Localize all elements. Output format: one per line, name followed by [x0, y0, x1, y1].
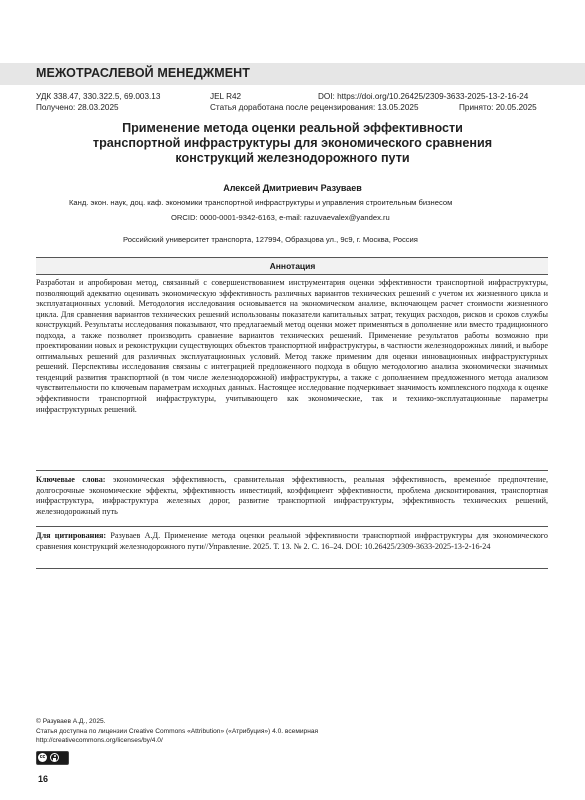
divider	[36, 568, 548, 569]
cc-by-license-badge-icon[interactable]	[36, 751, 69, 765]
title-line: транспортной инфраструктуры для экономического сравнения	[92, 136, 493, 150]
page-number: 16	[38, 774, 49, 784]
title-line: конструкций железнодорожного пути	[175, 151, 410, 165]
author-affiliation: Канд. экон. наук, доц. каф. экономики транспортной инфраструктуры и управления строительным бизнесом	[69, 198, 453, 207]
cc-icon: cc	[39, 754, 46, 760]
citation-text: Разуваев А.Д. Применение метода оценки реальной эффективности транспортной инфраструктуры для экономического сравнения конструкций железнодорожного пути//Управление. 2025. Т. 13. № 2. С. 16–24. DOI: 10.26425/2309-3633-2025-13-2-16-24	[36, 531, 548, 551]
license-url[interactable]: http://creativecommons.org/licenses/by/4.0/	[36, 737, 163, 744]
keywords-text: экономическая эффективность, сравнительная эффективность, реальная эффективность, временно́е предпочтение, долгосрочные экономические эффекты, эффективность инвестиций, коэффициент эффективности, проблема дисконтирования, транспортная инфраструктура, инфраструктура железных дорог, развитие транспортной инфраструктуры, эффективность технических решений, железнодорожный путь	[36, 475, 549, 516]
license-block	[36, 717, 318, 746]
doi-link[interactable]: DOI: https://doi.org/10.26425/2309-3633-2025-13-2-16-24	[318, 92, 529, 101]
udc-code: УДК 338.47, 330.322.5, 69.003.13	[36, 92, 161, 101]
author-name: Алексей Дмитриевич Разуваев	[223, 183, 362, 193]
author-university: Российский университет транспорта, 127994, Образцова ул., 9с9, г. Москва, Россия	[123, 235, 418, 244]
keywords-label: Ключевые слова:	[36, 475, 106, 484]
divider	[36, 526, 548, 527]
revised-date: Статья доработана после рецензирования: 13.05.2025	[210, 103, 419, 112]
article-title	[60, 121, 525, 166]
author-orcid[interactable]: ORCID: 0000-0001-9342-6163, e-mail: razuvaevalex@yandex.ru	[171, 213, 390, 222]
license-text: Статья доступна по лицензии Creative Commons «Attribution» («Атрибуция») 4.0. всемирная	[36, 727, 319, 735]
keywords-block	[36, 475, 548, 517]
copyright-line: © Разуваев А.Д., 2025.	[36, 718, 106, 725]
divider	[36, 470, 548, 471]
abstract-heading: Аннотация	[269, 261, 316, 271]
citation-block	[36, 531, 548, 552]
section-title: МЕЖОТРАСЛЕВОЙ МЕНЕДЖМЕНТ	[36, 66, 251, 80]
abstract-body	[36, 278, 548, 415]
accepted-date: Принято: 20.05.2025	[459, 103, 537, 112]
title-line: Применение метода оценки реальной эффективности	[122, 121, 463, 135]
abstract-text: Разработан и апробирован метод, связанный с совершенствованием инструментария оценки эффективности транспортной инфраструктуры, позволяющий адекватно оценивать экономическую эффективность различных вариантов технических решений с учетом их жизненного цикла и эксплуатационных условий. Методология исследования основывается на экономическом анализе, включающем расчет стоимости жизненного цикла. Для сравнения вариантов технических решений использованы показатели капитальных затрат, текущих расходов, рисков и сроков службы конструкций. Результаты исследования показывают, что предлагаемый метод оценки может применяться в дополнение или вместо традиционного подхода, а также позволяет производить сравнение вариантов технических решений. Применение результатов работы возможно при проектировании новых и реконструкции существующих объектов транспортной инфраструктуры, в частности железнодорожных линий, и выборе оптимальных решений для различных эксплуатационных условий. Метод также применим для оценки инновационных инфраструктурных решений. Перспективы исследования связаны с интеграцией предложенного подхода в общую методологию анализа экономически значимых тенденций развития транспортной (в том числе железнодорожной) инфраструктуры, а также с дополнением предложенного метода анализом чувствительности по ключевым параметрам исходных данных. Настоящее исследование подчеркивает значимость комплексного подхода к оценке эффективности транспортной инфраструктуры, учитывающего как экономические, так и технико-эксплуатационные параметры инфраструктурных решений.	[36, 278, 548, 414]
attribution-icon	[50, 753, 59, 762]
jel-code: JEL R42	[210, 92, 242, 101]
received-date: Получено: 28.03.2025	[36, 103, 119, 112]
citation-label: Для цитирования:	[36, 531, 107, 540]
